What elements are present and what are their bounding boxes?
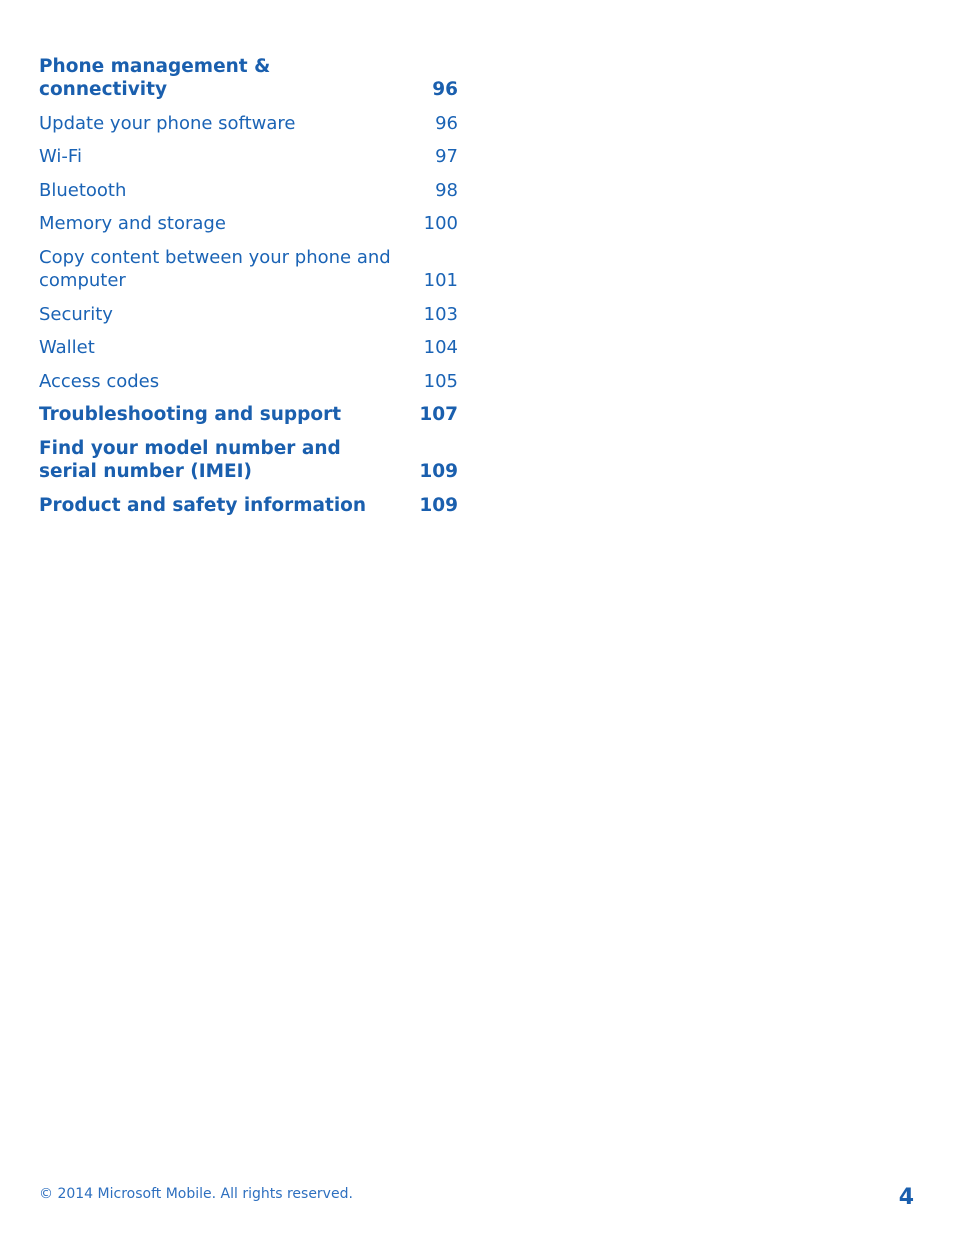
toc-entry-title: Wallet xyxy=(39,337,95,359)
toc-entry[interactable] xyxy=(39,246,458,292)
toc-entry[interactable] xyxy=(39,179,458,202)
table-of-contents xyxy=(39,55,458,527)
toc-entry-page: 109 xyxy=(419,460,458,482)
toc-entry[interactable] xyxy=(39,437,458,483)
toc-entry-page: 101 xyxy=(423,269,458,291)
toc-entry-page: 96 xyxy=(432,79,458,100)
toc-entry[interactable] xyxy=(39,112,458,135)
copyright-notice: © 2014 Microsoft Mobile. All rights reserved. xyxy=(39,1186,353,1202)
toc-entry-title: Product and safety information xyxy=(39,494,367,516)
toc-entry-title: Find your model number and serial number (IMEI) xyxy=(39,437,341,482)
toc-entry-title: Phone management & connectivity xyxy=(39,56,271,100)
toc-entry[interactable] xyxy=(39,494,458,517)
toc-entry[interactable] xyxy=(39,370,458,393)
toc-entry-page: 100 xyxy=(423,213,458,235)
toc-entry-title: Access codes xyxy=(39,370,160,392)
toc-entry[interactable] xyxy=(39,403,458,426)
toc-entry-page: 97 xyxy=(435,146,458,168)
toc-entry[interactable] xyxy=(39,303,458,326)
toc-entry-title: Memory and storage xyxy=(39,213,226,235)
toc-entry-title: Troubleshooting and support xyxy=(39,404,342,426)
toc-entry-page: 98 xyxy=(435,179,458,201)
page-number: 4 xyxy=(898,1185,914,1210)
toc-entry-page: 105 xyxy=(423,370,458,392)
toc-entry-page: 103 xyxy=(423,303,458,325)
toc-entry[interactable] xyxy=(39,55,458,101)
toc-entry-title: Wi-Fi xyxy=(39,146,82,168)
toc-entry[interactable] xyxy=(39,145,458,168)
toc-entry-title: Bluetooth xyxy=(39,179,127,201)
toc-entry-page: 104 xyxy=(423,337,458,359)
toc-entry[interactable] xyxy=(39,212,458,235)
toc-entry-title: Security xyxy=(39,303,113,325)
toc-entry-page: 96 xyxy=(435,112,458,134)
toc-entry-page: 107 xyxy=(419,404,458,426)
toc-entry[interactable] xyxy=(39,336,458,359)
toc-entry-title: Copy content between your phone and computer xyxy=(39,246,391,291)
toc-entry-page: 109 xyxy=(419,494,458,516)
toc-entry-title: Update your phone software xyxy=(39,112,296,134)
